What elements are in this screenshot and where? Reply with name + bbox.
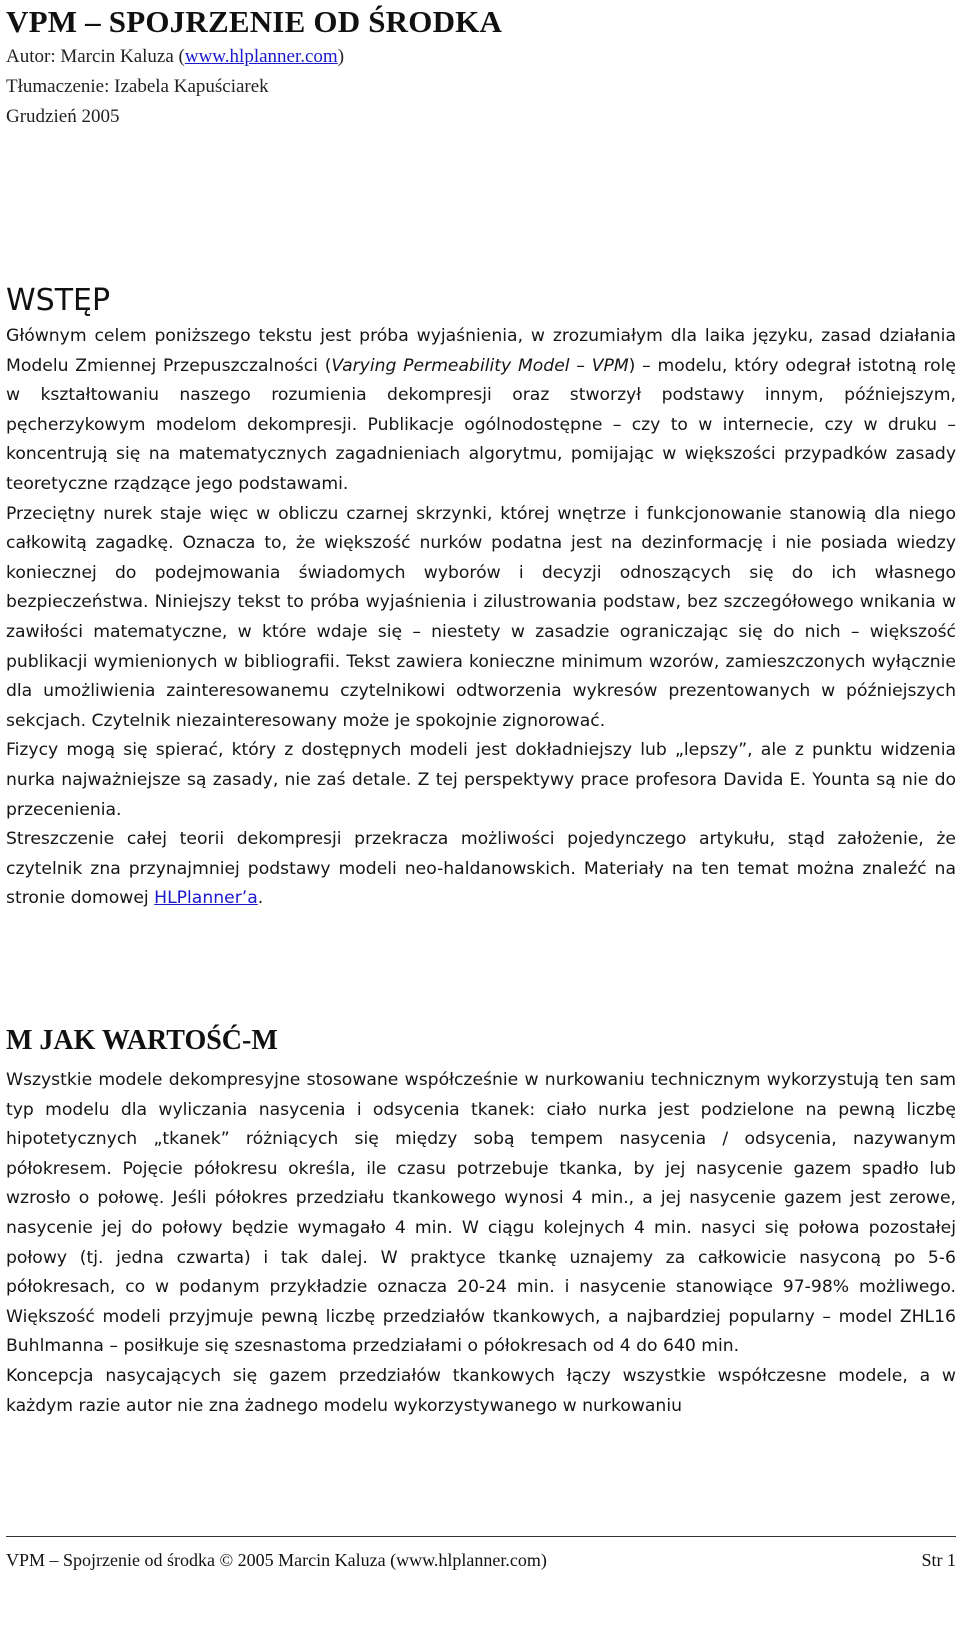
paragraph: Koncepcja nasycających się gazem przedziałów tkankowych łączy wszystkie współczesne modele, a w każdym razie autor nie zna żadnego modelu wykorzystywanego w nurkowaniu (6, 1365, 956, 1416)
footer-text: VPM – Spojrzenie od środka © 2005 Marcin Kaluza (www.hlplanner.com) (6, 1550, 547, 1570)
paragraph-text: Streszczenie całej teorii dekompresji przekracza możliwości pojedynczego artykułu, stąd założenie, że czytelnik zna przynajmniej podstawy modeli neo-haldanowskich. Materiały na ten temat można znaleźć na stronie domowej (6, 829, 956, 909)
paragraph: Przeciętny nurek staje więc w obliczu czarnej skrzynki, której wnętrze i funkcjonowanie stanowią dla niego całkowitą zagadkę. Oznacza to, że większość nurków podatna jest na dezinformację i nie posiada wiedzy koniecznej do podejmowania świadomych wyborów i decyzji odnoszących się do ich własnego bezpieczeństwa. Niniejszy tekst to próba wyjaśnienia i zilustrowania podstaw, bez szczegółowego wnikania w zawiłości matematyczne, w które wdaje się – niestety w zasadzie ograniczając się do nich – większość publikacji wymienionych w bibliografii. Tekst zawiera konieczne minimum wzorów, zamieszczonych wyłącznie dla umożliwienia zainteresowanemu czytelnikowi odtworzenia wykresów prezentowanych w późniejszych sekcjach. Czytelnik niezainteresowany może je spokojnie zignorować. (6, 503, 956, 731)
paragraph (6, 825, 956, 914)
date-line: Grudzień 2005 (6, 106, 120, 127)
page-number: Str 1 (921, 1550, 956, 1570)
section-body-wstep (6, 322, 956, 914)
italic-term: Varying Permeability Model – VPM (331, 355, 629, 376)
document-header (6, 2, 956, 132)
author-suffix: ) (337, 46, 345, 67)
author-prefix: Autor: Marcin Kaluza ( (6, 46, 185, 67)
paragraph-text: Głównym celem poniższego tekstu jest próba wyjaśnienia, w zrozumiałym dla laika języku, zasad działania Modelu Zmiennej Przepuszczalności ( (6, 326, 956, 376)
author-line (6, 42, 956, 72)
paragraph: Wszystkie modele dekompresyjne stosowane współcześnie w nurkowaniu technicznym wykorzystują ten sam typ modelu dla wyliczania nasycenia i odsycenia tkanek: ciało nurka jest podzielone na pewną liczbę hipotetycznych „tkanek” różniących się między sobą tempem nasycenia / odsycenia, nazywanym półokresem. Pojęcie półokresu określa, ile czasu potrzebuje tkanka, by jej nasycenie gazem spadło lub wzrosło o połowę. Jeśli półokres przedziału tkankowego wynosi 4 min., a jej nasycenie gazem jest zerowe, nasycenie jej do połowy będzie wymagało 4 min. W ciągu kolejnych 4 min. nasyci się połowa pozostałej połowy (tj. jedna czwarta) i tak dalej. W praktyce tkankę uznajemy za całkowicie nasyconą po 5-6 półokresach, co w podanym przykładzie oznacza 20-24 min. i nasycenie stanowiące 97-98% możliwego. Większość modeli przyjmuje pewną liczbę przedziałów tkankowych, a najbardziej popularny – model ZHL16 Buhlmanna – posiłkuje się szesnastoma przedziałami o półokresach od 4 do 640 min. (6, 1070, 956, 1357)
translator-line: Tłumaczenie: Izabela Kapuściarek (6, 76, 269, 97)
footer-divider (6, 1536, 956, 1537)
author-website-link[interactable]: www.hlplanner.com (184, 46, 338, 67)
page-footer (6, 1546, 956, 1574)
document-title: VPM – SPOJRZENIE OD ŚRODKA (6, 4, 503, 39)
paragraph-text: . (257, 888, 264, 909)
paragraph: Fizycy mogą się spierać, który z dostępnych modeli jest dokładniejszy lub „lepszy”, ale z punktu widzenia nurka najważniejsze są zasady, nie zaś detale. Z tej perspektywy prace profesora Davida E. Younta są nie do przecenienia. (6, 740, 956, 820)
section-heading-wstep: WSTĘP (6, 283, 111, 318)
hlplanner-link[interactable]: HLPlanner’a (154, 888, 258, 909)
section-heading-m-value: M JAK WARTOŚĆ-M (6, 1025, 278, 1056)
paragraph (6, 322, 956, 500)
paragraph-text: ) – modelu, który odegrał istotną rolę w kształtowaniu naszego rozumienia dekompresji oraz stworzył podstawy innym, późniejszym, pęcherzykowym modelom dekompresji. Publikacje ogólnodostępne – czy to w internecie, czy w druku – koncentrują się na matematycznych zagadnieniach algorytmu, pomijając w większości przypadków zasady teoretyczne rządzące jego podstawami. (6, 355, 957, 494)
section-body-m-value (6, 1066, 956, 1421)
